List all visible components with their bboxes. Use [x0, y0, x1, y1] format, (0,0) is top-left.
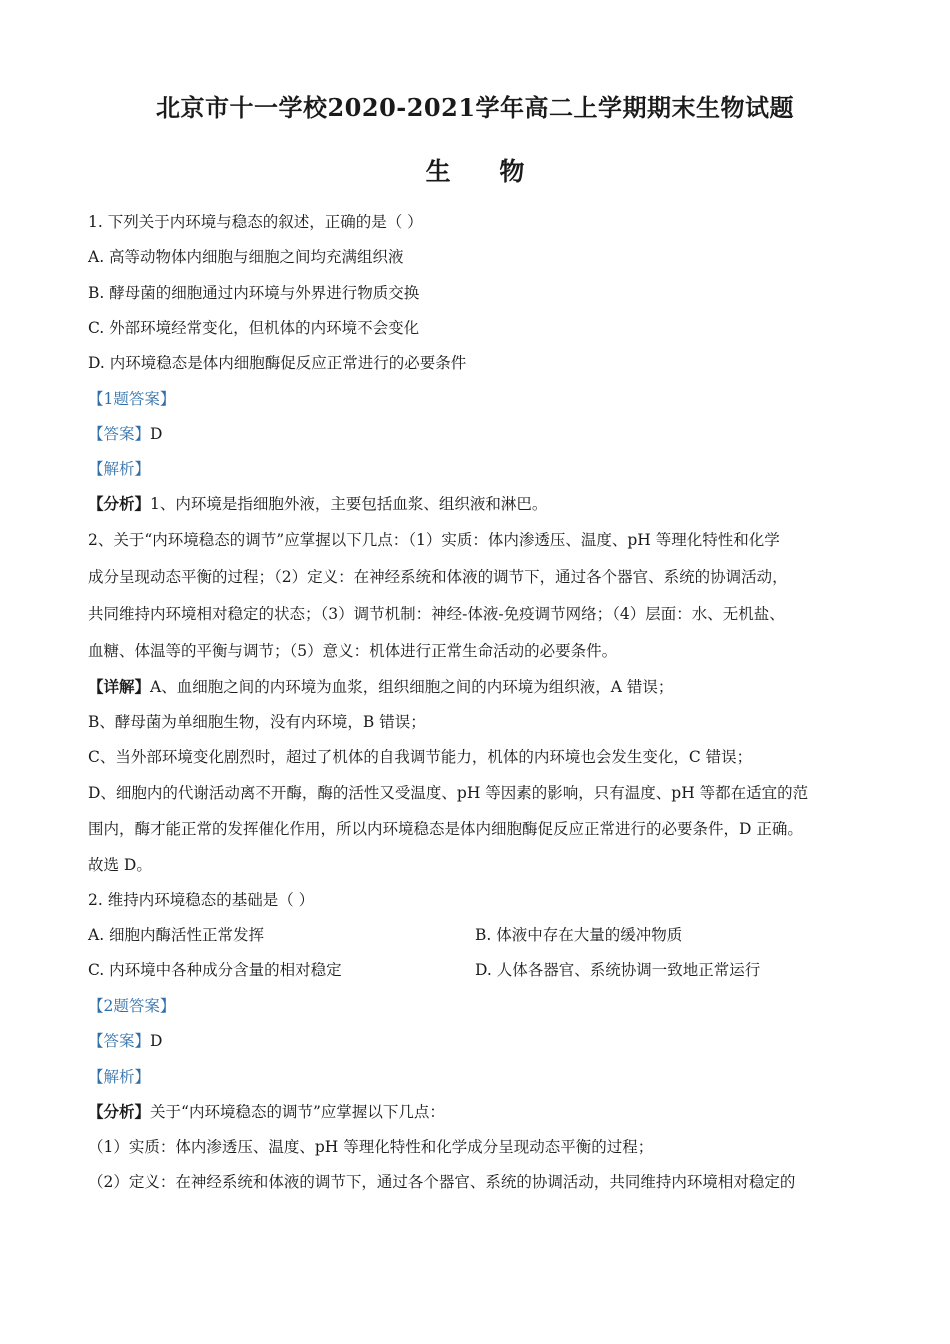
q1-analysis-line-1: 【分析】1、内环境是指细胞外液，主要包括血浆、组织液和淋巴。	[88, 494, 548, 513]
q2-analysis-header: 【解析】	[88, 1068, 151, 1086]
q1-detail-line-2: B、酵母菌为单细胞生物，没有内环境，B 错误；	[88, 713, 426, 731]
q1-detail-line-6: 故选 D。	[88, 856, 152, 874]
page-subtitle: 生 物	[425, 157, 525, 186]
q1-analysis-line-2: 2、关于“内环境稳态的调节”应掌握以下几点：（1）实质：体内渗透压、温度、pH 等理化特性和化学	[88, 531, 780, 549]
q1-analysis-line-3: 成分呈现动态平衡的过程；（2）定义：在神经系统和体液的调节下，通过各个器官、系统的协调活动，	[88, 568, 788, 586]
q2-answer-label: 【答案】	[88, 1032, 151, 1050]
q1-detail-line-3: C、当外部环境变化剧烈时，超过了机体的自我调节能力，机体的内环境也会发生变化，C 错误；	[88, 748, 753, 766]
q1-option-b: B. 酵母菌的细胞通过内环境与外界进行物质交换	[88, 284, 420, 302]
q2-answer-value: D	[150, 1032, 163, 1050]
q2-option-d: D. 人体各器官、系统协调一致地正常运行	[475, 961, 761, 979]
q1-detail-line-4: D、细胞内的代谢活动离不开酶，酶的活性又受温度、pH 等因素的影响，只有温度、pH 等都在适宜的范	[88, 784, 809, 802]
q1-option-a: A. 高等动物体内细胞与细胞之间均充满组织液	[88, 248, 404, 266]
q1-analysis-label: 【分析】	[88, 494, 151, 513]
q2-analysis-label: 【分析】	[88, 1102, 151, 1121]
q2-answer-line	[88, 1030, 868, 1052]
page-title: 北京市十一学校2020-2021学年高二上学期期末生物试题	[155, 93, 795, 122]
q1-answer-line	[88, 423, 868, 445]
q1-answer-label: 【答案】	[88, 425, 151, 443]
q1-analysis-line-5: 血糖、体温等的平衡与调节；（5）意义：机体进行正常生命活动的必要条件。	[88, 642, 618, 660]
q1-option-c: C. 外部环境经常变化，但机体的内环境不会变化	[88, 319, 420, 337]
q2-analysis-line-1: 【分析】关于“内环境稳态的调节”应掌握以下几点：	[88, 1102, 445, 1121]
q2-option-c: C. 内环境中各种成分含量的相对稳定	[88, 961, 342, 979]
q1-analysis-line-4: 共同维持内环境相对稳定的状态；（3）调节机制：神经-体液-免疫调节网络；（4）层面：水、无机盐、	[88, 605, 785, 623]
q1-stem: 1. 下列关于内环境与稳态的叙述，正确的是（ ）	[88, 213, 423, 231]
q1-answer-header: 【1题答案】	[88, 390, 176, 408]
q1-detail-line-1: 【详解】A、血细胞之间的内环境为血浆，组织细胞之间的内环境为组织液，A 错误；	[88, 677, 674, 696]
q2-answer-header: 【2题答案】	[88, 997, 176, 1015]
q2-analysis-line-2: （1）实质：体内渗透压、温度、pH 等理化特性和化学成分呈现动态平衡的过程；	[88, 1138, 654, 1156]
q1-detail-line-5: 围内，酶才能正常的发挥催化作用，所以内环境稳态是体内细胞酶促反应正常进行的必要条件，D 正确。	[88, 820, 803, 838]
q1-analysis-header: 【解析】	[88, 460, 151, 478]
q2-option-b: B. 体液中存在大量的缓冲物质	[475, 926, 683, 944]
q2-analysis-line-3: （2）定义：在神经系统和体液的调节下，通过各个器官、系统的协调活动，共同维持内环境相对稳定的	[88, 1173, 796, 1191]
q1-detail-label: 【详解】	[88, 677, 151, 696]
q2-option-a: A. 细胞内酶活性正常发挥	[88, 926, 265, 944]
q1-answer-value: D	[150, 425, 163, 443]
q2-stem: 2. 维持内环境稳态的基础是（ ）	[88, 891, 315, 909]
q1-option-d: D. 内环境稳态是体内细胞酶促反应正常进行的必要条件	[88, 354, 467, 372]
